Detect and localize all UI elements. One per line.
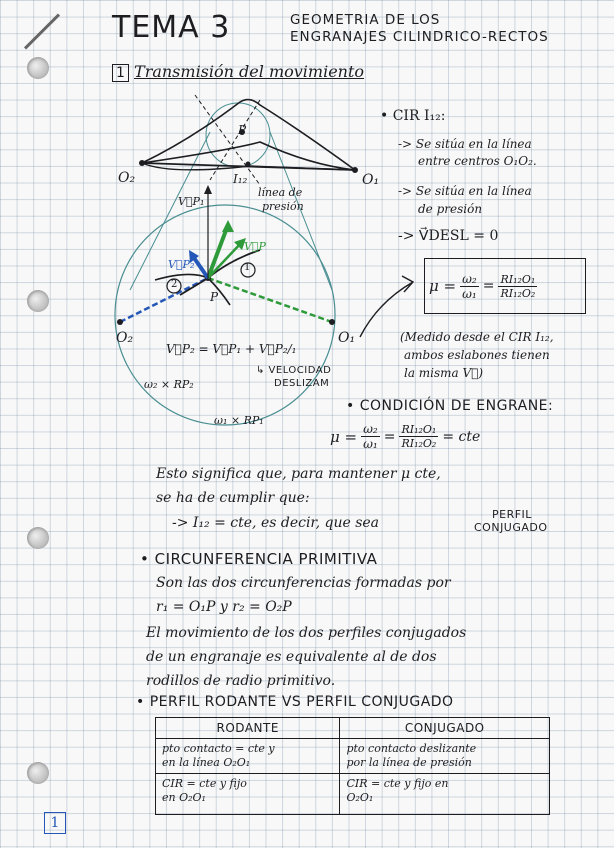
- measured-note-line1: (Medido desde el CIR I₁₂,: [400, 330, 554, 344]
- section-title: [112, 62, 364, 81]
- comparison-table: [155, 717, 550, 815]
- measured-note-line3: la misma V⃗): [404, 366, 484, 380]
- cir-bullet2-line1: -> Se sitúa en la línea: [398, 184, 532, 198]
- label-circle-1: 1: [244, 262, 251, 273]
- cir-bullet1-line1: -> Se sitúa en la línea: [398, 137, 532, 151]
- tooth-profile-2: [155, 274, 230, 305]
- label-o1-top: O₁: [362, 172, 380, 188]
- label-vp: V⃗P: [244, 240, 266, 253]
- cell-text: pto contacto = cte y: [162, 742, 275, 755]
- table-header-row: [156, 718, 550, 739]
- primitiva-line3: El movimiento de los dos perfiles conjugados: [146, 625, 467, 641]
- condicion-w-num: ω₂: [363, 422, 378, 436]
- label-vp2: V⃗P₂: [168, 258, 195, 271]
- condicion-heading: • CONDICIÓN DE ENGRANE:: [346, 398, 554, 414]
- label-i12: I₁₂: [233, 172, 248, 186]
- condicion-line3: -> I₁₂ = cte, es decir, que sea: [172, 515, 380, 531]
- label-o1-bottom: O₁: [338, 330, 356, 346]
- primitiva-line1: Son las dos circunferencias formadas por: [156, 575, 451, 591]
- condicion-line2: se ha de cumplir que:: [156, 490, 310, 506]
- page-title: TEMA 3: [112, 10, 231, 45]
- ratio-box: [424, 258, 586, 314]
- cir-bullet2-line2: de presión: [418, 202, 483, 216]
- primitiva-line5: rodillos de radio primitivo.: [146, 673, 336, 689]
- label-circle-2: 2: [171, 279, 178, 290]
- label-o2-bottom: O₂: [116, 330, 134, 346]
- page-number-text: 1: [50, 815, 60, 831]
- label-linea-presion-2: presión: [262, 200, 304, 213]
- table-cell: [340, 774, 550, 815]
- section-title-text: Transmisión del movimiento: [134, 62, 365, 81]
- binder-hole: [27, 762, 49, 784]
- binder-hole: [27, 57, 49, 79]
- cir-bullet3: -> V⃗DESL = 0: [398, 228, 499, 244]
- ratio-r-fraction: [498, 273, 537, 300]
- perfil-conjugado-1: PERFIL: [492, 508, 532, 521]
- table-cell: [156, 739, 340, 774]
- ratio-mu: μ =: [429, 277, 457, 295]
- table-header-conjugado: CONJUGADO: [340, 718, 550, 739]
- label-linea-presion-1: línea de: [258, 186, 303, 199]
- binder-hole: [27, 290, 49, 312]
- pencil-mark: [24, 13, 60, 49]
- ratio-w-num: ω₂: [462, 271, 477, 286]
- velocity-equation: V⃗P₂ = V⃗P₁ + V⃗P₂/₁: [166, 342, 297, 356]
- label-velocidad-2: DESLIZAM: [274, 378, 330, 389]
- label-w2r: ω₂ × RP₂: [144, 378, 194, 391]
- condicion-r-den: RI₁₂O₂: [401, 437, 437, 450]
- table-cell: [340, 739, 550, 774]
- label-velocidad-1: ↳ VELOCIDAD: [256, 365, 332, 376]
- condicion-eq: =: [383, 428, 396, 445]
- condicion-formula: [330, 422, 480, 451]
- cell-text: en la línea O₂O₁: [162, 756, 251, 769]
- condicion-w-den: ω₁: [363, 437, 378, 451]
- section-number: 1: [112, 64, 129, 82]
- cell-text: CIR = cte y fijo en: [346, 777, 449, 790]
- label-p-center: P: [210, 290, 219, 304]
- subtitle-line2: ENGRANAJES CILINDRICO-RECTOS: [290, 29, 549, 45]
- ratio-eq: =: [482, 278, 495, 294]
- primitiva-line2: r₁ = O₁P y r₂ = O₂P: [156, 599, 292, 615]
- primitiva-line4: de un engranaje es equivalente al de dos: [146, 649, 437, 665]
- ratio-r-den: RI₁₂O₂: [500, 286, 536, 300]
- label-vp1: V⃗P₁: [178, 195, 205, 208]
- perfil-heading: • PERFIL RODANTE VS PERFIL CONJUGADO: [136, 694, 454, 710]
- table-cell: [156, 774, 340, 815]
- ratio-w-fraction: [460, 272, 479, 301]
- label-o2-top: O₂: [118, 170, 136, 186]
- condicion-r-fraction: [399, 423, 438, 450]
- perfil-conjugado-2: CONJUGADO: [474, 521, 548, 534]
- cir-heading: • CIR I₁₂:: [380, 108, 446, 124]
- condicion-line1: Esto significa que, para mantener μ cte,: [156, 466, 441, 482]
- ratio-r-num: RI₁₂O₁: [500, 272, 536, 286]
- page-number: [44, 812, 66, 834]
- primitiva-heading: • CIRCUNFERENCIA PRIMITIVA: [140, 550, 378, 568]
- label-w1r: ω₁ × RP₁: [214, 414, 264, 427]
- cell-text: O₂O₁: [346, 791, 374, 804]
- cell-text: pto contacto deslizante: [346, 742, 477, 755]
- condicion-cte: = cte: [442, 428, 481, 445]
- cell-text: por la línea de presión: [346, 756, 472, 769]
- cell-text: en O₂O₁: [162, 791, 206, 804]
- pressure-line-dashed: [195, 95, 260, 185]
- table-row: [156, 739, 550, 774]
- condicion-mu: μ =: [330, 427, 358, 446]
- upper-link-shape: [142, 100, 355, 170]
- label-p-top: P: [238, 123, 247, 137]
- condicion-w-fraction: [361, 422, 380, 451]
- subtitle-line1: GEOMETRIA DE LOS: [290, 12, 441, 28]
- binder-hole: [27, 527, 49, 549]
- ratio-w-den: ω₁: [462, 286, 477, 301]
- table-row: [156, 774, 550, 815]
- condicion-r-num: RI₁₂O₁: [401, 423, 437, 436]
- table-header-rodante: RODANTE: [156, 718, 340, 739]
- cir-bullet1-line2: entre centros O₁O₂.: [418, 154, 537, 168]
- cell-text: CIR = cte y fijo: [162, 777, 247, 790]
- measured-note-line2: ambos eslabones tienen: [404, 348, 550, 362]
